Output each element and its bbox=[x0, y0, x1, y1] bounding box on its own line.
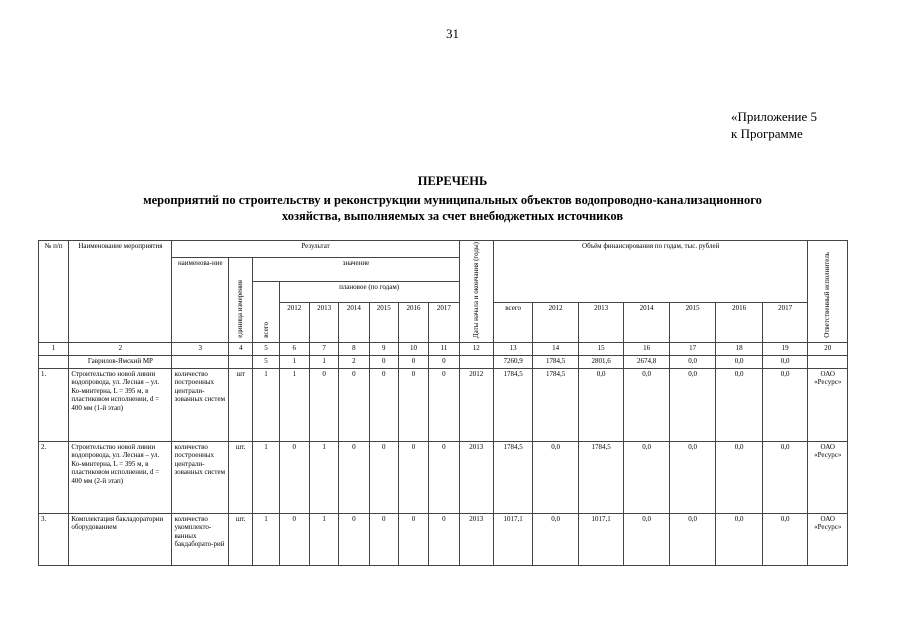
row-funding: 0,0 bbox=[716, 513, 763, 565]
row-value: 0 bbox=[369, 513, 398, 565]
column-number: 10 bbox=[398, 342, 428, 355]
row-funding: 0,0 bbox=[578, 368, 624, 441]
header-fund-total: всего bbox=[493, 302, 532, 342]
row-value: 1 bbox=[253, 368, 279, 441]
header-year: 2014 bbox=[339, 302, 369, 342]
row-funding: 0,0 bbox=[716, 441, 763, 513]
header-fund-year: 2015 bbox=[669, 302, 716, 342]
header-fund-year: 2016 bbox=[716, 302, 763, 342]
column-number: 13 bbox=[493, 342, 532, 355]
header-planned: плановое (по годам) bbox=[279, 282, 459, 302]
header-value-total-text: всего bbox=[261, 322, 270, 339]
row-responsible: ОАО «Ресурс» bbox=[808, 513, 848, 565]
row-value: 0 bbox=[398, 368, 428, 441]
column-number: 2 bbox=[69, 342, 172, 355]
row-unit: шт. bbox=[229, 441, 253, 513]
summary-value: 0 bbox=[429, 355, 459, 368]
summary-value: 1 bbox=[309, 355, 338, 368]
row-funding: 0,0 bbox=[669, 368, 716, 441]
table-row bbox=[39, 441, 848, 513]
header-year: 2017 bbox=[429, 302, 459, 342]
header-year: 2012 bbox=[279, 302, 309, 342]
page-number: 31 bbox=[446, 26, 459, 41]
column-number: 11 bbox=[429, 342, 459, 355]
summary-funding: 0,0 bbox=[762, 355, 808, 368]
summary-funding: 2674,8 bbox=[624, 355, 670, 368]
summary-funding: 0,0 bbox=[716, 355, 763, 368]
row-value: 1 bbox=[309, 441, 338, 513]
appendix-line-2: к Программе bbox=[731, 126, 803, 141]
column-number: 12 bbox=[459, 342, 493, 355]
row-funding: 0,0 bbox=[624, 368, 670, 441]
row-name: Комплектация бакладоратории оборудованием bbox=[69, 513, 172, 565]
row-funding: 1017,1 bbox=[493, 513, 532, 565]
column-number: 17 bbox=[669, 342, 716, 355]
column-number: 14 bbox=[533, 342, 579, 355]
summary-funding: 1784,5 bbox=[533, 355, 579, 368]
row-value: 1 bbox=[253, 513, 279, 565]
header-unit bbox=[229, 258, 253, 343]
row-funding: 1017,1 bbox=[578, 513, 624, 565]
row-funding: 0,0 bbox=[762, 441, 808, 513]
column-number: 9 bbox=[369, 342, 398, 355]
row-num: 3. bbox=[39, 513, 69, 565]
appendix-note bbox=[731, 108, 817, 142]
row-value: 0 bbox=[279, 513, 309, 565]
header-year: 2013 bbox=[309, 302, 338, 342]
row-value: 0 bbox=[429, 441, 459, 513]
header-fund-year: 2012 bbox=[533, 302, 579, 342]
table-row bbox=[39, 513, 848, 565]
summary-value: 1 bbox=[279, 355, 309, 368]
header-result: Результат bbox=[172, 241, 459, 258]
row-result: количество построенных централи-зованных систем bbox=[172, 368, 229, 441]
row-funding: 1784,5 bbox=[533, 368, 579, 441]
header-value: значение bbox=[253, 258, 459, 282]
row-result: количество построенных централи-зованных систем bbox=[172, 441, 229, 513]
row-unit: шт. bbox=[229, 513, 253, 565]
row-name: Строительство новой линии водопровода, ул. Лесная – ул. Ко-минтерна, L = 395 м, в пластиковом исполнении, d = 400 мм (2-й этап) bbox=[69, 441, 172, 513]
column-number: 16 bbox=[624, 342, 670, 355]
header-dates-text: Даты начала и окончания (годы) bbox=[472, 242, 481, 339]
row-name: Строительство новой линии водопровода, ул. Лесная – ул. Ко-минтерна, L = 395 м, в пластиковом исполнении, d = 400 мм (1-й этап) bbox=[69, 368, 172, 441]
row-value: 0 bbox=[369, 368, 398, 441]
row-num: 2. bbox=[39, 441, 69, 513]
header-name: Наименование мероприятия bbox=[69, 241, 172, 343]
row-value: 0 bbox=[279, 441, 309, 513]
column-number: 19 bbox=[762, 342, 808, 355]
summary-label: Гаврилов-Ямский МР bbox=[69, 355, 172, 368]
header-unit-text: единица измерения bbox=[236, 280, 245, 339]
column-number-row bbox=[39, 342, 848, 355]
document-title-line-1: мероприятий по строительству и реконструкции муниципальных объектов водопроводно-канализационного bbox=[143, 193, 762, 207]
header-fund-year: 2014 bbox=[624, 302, 670, 342]
header-responsible bbox=[808, 241, 848, 343]
row-value: 0 bbox=[339, 441, 369, 513]
document-title-line-2: хозяйства, выполняемых за счет внебюджетных источников bbox=[281, 209, 624, 223]
row-funding: 0,0 bbox=[669, 513, 716, 565]
summary-value: 5 bbox=[253, 355, 279, 368]
header-dates bbox=[459, 241, 493, 343]
row-responsible: ОАО «Ресурс» bbox=[808, 368, 848, 441]
column-number: 7 bbox=[309, 342, 338, 355]
summary-row bbox=[39, 355, 848, 368]
row-value: 0 bbox=[369, 441, 398, 513]
column-number: 18 bbox=[716, 342, 763, 355]
row-date: 2013 bbox=[459, 441, 493, 513]
column-number: 8 bbox=[339, 342, 369, 355]
row-funding: 0,0 bbox=[533, 441, 579, 513]
row-value: 0 bbox=[429, 368, 459, 441]
appendix-line-1: «Приложение 5 bbox=[731, 109, 818, 124]
row-funding: 1784,5 bbox=[493, 368, 532, 441]
row-funding: 0,0 bbox=[533, 513, 579, 565]
summary-value: 0 bbox=[369, 355, 398, 368]
row-value: 0 bbox=[339, 513, 369, 565]
column-number: 3 bbox=[172, 342, 229, 355]
row-funding: 0,0 bbox=[762, 368, 808, 441]
row-funding: 0,0 bbox=[624, 441, 670, 513]
row-funding: 0,0 bbox=[716, 368, 763, 441]
row-value: 0 bbox=[398, 441, 428, 513]
header-funding: Объём финансирования по годам, тыс. рублей bbox=[493, 241, 808, 303]
header-value-total bbox=[253, 282, 279, 342]
column-number: 1 bbox=[39, 342, 69, 355]
column-number: 4 bbox=[229, 342, 253, 355]
row-value: 0 bbox=[398, 513, 428, 565]
summary-funding: 2801,6 bbox=[578, 355, 624, 368]
row-result: количество укомплекто-ванных бакдаборато-рий bbox=[172, 513, 229, 565]
row-responsible: ОАО «Ресурс» bbox=[808, 441, 848, 513]
row-funding: 0,0 bbox=[669, 441, 716, 513]
summary-value: 2 bbox=[339, 355, 369, 368]
table-row bbox=[39, 368, 848, 441]
row-value: 1 bbox=[309, 513, 338, 565]
column-number: 20 bbox=[808, 342, 848, 355]
header-fund-year: 2017 bbox=[762, 302, 808, 342]
row-date: 2013 bbox=[459, 513, 493, 565]
header-responsible-text: Ответственный исполнитель bbox=[823, 252, 832, 339]
row-date: 2012 bbox=[459, 368, 493, 441]
summary-funding: 7260,9 bbox=[493, 355, 532, 368]
column-number: 5 bbox=[253, 342, 279, 355]
row-funding: 0,0 bbox=[762, 513, 808, 565]
header-year: 2016 bbox=[398, 302, 428, 342]
header-result-name: наименова-ние bbox=[172, 258, 229, 343]
row-funding: 1784,5 bbox=[578, 441, 624, 513]
row-funding: 0,0 bbox=[624, 513, 670, 565]
measures-table bbox=[38, 240, 848, 566]
row-unit: шт bbox=[229, 368, 253, 441]
column-number: 15 bbox=[578, 342, 624, 355]
row-funding: 1784,5 bbox=[493, 441, 532, 513]
column-number: 6 bbox=[279, 342, 309, 355]
row-value: 0 bbox=[309, 368, 338, 441]
summary-value: 0 bbox=[398, 355, 428, 368]
header-num: № п/п bbox=[39, 241, 69, 343]
row-value: 1 bbox=[279, 368, 309, 441]
row-value: 0 bbox=[429, 513, 459, 565]
header-year: 2015 bbox=[369, 302, 398, 342]
row-num: 1. bbox=[39, 368, 69, 441]
document-heading: ПЕРЕЧЕНЬ bbox=[417, 174, 488, 188]
summary-funding: 0,0 bbox=[669, 355, 716, 368]
row-value: 1 bbox=[253, 441, 279, 513]
row-value: 0 bbox=[339, 368, 369, 441]
header-fund-year: 2013 bbox=[578, 302, 624, 342]
